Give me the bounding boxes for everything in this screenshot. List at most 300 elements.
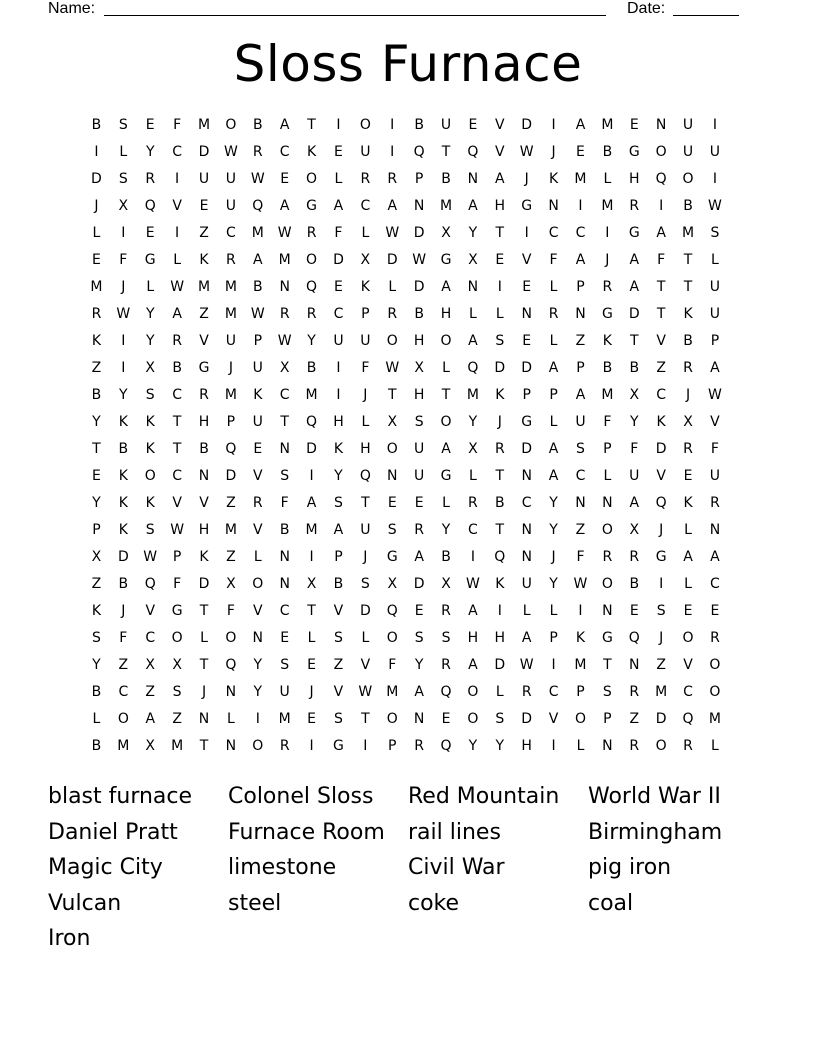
grid-letter[interactable]: E [629, 117, 639, 133]
grid-letter[interactable]: Y [253, 684, 263, 700]
grid-letter[interactable]: I [336, 117, 341, 133]
grid-letter[interactable]: D [628, 306, 640, 322]
grid-letter[interactable]: O [225, 630, 237, 646]
grid-letter[interactable]: N [467, 171, 479, 187]
grid-letter[interactable]: W [223, 144, 238, 160]
grid-letter[interactable]: A [333, 198, 344, 214]
grid-letter[interactable]: B [602, 144, 613, 160]
grid-letter[interactable]: X [226, 576, 236, 592]
grid-letter[interactable]: J [201, 684, 207, 700]
grid-letter[interactable]: R [91, 306, 102, 322]
grid-letter[interactable]: M [251, 225, 264, 241]
grid-letter[interactable]: M [601, 198, 614, 214]
grid-letter[interactable]: C [575, 468, 586, 484]
grid-letter[interactable]: M [224, 279, 237, 295]
grid-letter[interactable]: S [145, 522, 155, 538]
grid-letter[interactable]: I [121, 225, 126, 241]
grid-letter[interactable]: G [306, 198, 317, 214]
grid-letter[interactable]: D [359, 603, 371, 619]
grid-letter[interactable]: B [333, 576, 344, 592]
grid-letter[interactable]: V [333, 603, 344, 619]
grid-letter[interactable]: A [548, 441, 559, 457]
grid-letter[interactable]: F [119, 252, 128, 268]
grid-letter[interactable]: M [278, 711, 291, 727]
grid-letter[interactable]: D [494, 360, 506, 376]
grid-letter[interactable]: K [575, 630, 586, 646]
grid-letter[interactable]: N [279, 576, 290, 592]
grid-letter[interactable]: W [358, 684, 373, 700]
grid-letter[interactable]: M [466, 387, 479, 403]
grid-letter[interactable]: F [226, 603, 235, 619]
grid-letter[interactable]: C [279, 603, 290, 619]
grid-letter[interactable]: D [225, 468, 237, 484]
grid-letter[interactable]: X [468, 441, 478, 457]
grid-letter[interactable]: J [309, 684, 314, 700]
grid-letter[interactable]: S [360, 576, 370, 592]
grid-letter[interactable]: R [279, 738, 290, 754]
grid-letter[interactable]: T [656, 279, 666, 295]
grid-letter[interactable]: I [659, 198, 664, 214]
grid-letter[interactable]: R [252, 495, 263, 511]
grid-letter[interactable]: U [360, 522, 371, 538]
grid-letter[interactable]: W [143, 549, 158, 565]
grid-letter[interactable]: A [253, 252, 263, 268]
grid-letter[interactable]: M [90, 279, 103, 295]
grid-letter[interactable]: O [386, 630, 398, 646]
grid-letter[interactable]: O [225, 117, 237, 133]
grid-letter[interactable]: T [603, 657, 612, 673]
grid-letter[interactable]: T [683, 252, 693, 268]
grid-letter[interactable]: L [495, 684, 504, 700]
grid-letter[interactable]: F [280, 495, 289, 511]
grid-letter[interactable]: I [390, 144, 395, 160]
grid-letter[interactable]: B [118, 441, 129, 457]
grid-letter[interactable]: R [252, 144, 263, 160]
grid-letter[interactable]: B [441, 549, 451, 565]
grid-letter[interactable]: J [551, 549, 556, 565]
grid-letter[interactable]: W [250, 171, 265, 187]
grid-letter[interactable]: T [683, 279, 693, 295]
grid-letter[interactable]: N [602, 603, 613, 619]
grid-letter[interactable]: X [360, 252, 371, 268]
grid-letter[interactable]: V [656, 333, 666, 349]
grid-letter[interactable]: J [659, 630, 664, 646]
grid-letter[interactable]: W [385, 225, 400, 241]
grid-letter[interactable]: A [629, 252, 640, 268]
grid-letter[interactable]: N [521, 549, 532, 565]
grid-letter[interactable]: H [440, 306, 452, 322]
grid-letter[interactable]: O [440, 333, 452, 349]
grid-letter[interactable]: X [145, 360, 156, 376]
grid-letter[interactable]: T [361, 711, 370, 727]
grid-letter[interactable]: T [495, 225, 505, 241]
grid-letter[interactable]: B [199, 441, 209, 457]
grid-letter[interactable]: L [603, 468, 612, 484]
grid-letter[interactable]: Q [144, 198, 156, 214]
grid-letter[interactable]: L [442, 360, 450, 376]
grid-letter[interactable]: J [363, 387, 368, 403]
grid-letter[interactable]: A [306, 495, 317, 511]
grid-letter[interactable]: J [551, 144, 556, 160]
grid-letter[interactable]: S [495, 711, 505, 727]
grid-letter[interactable]: G [628, 144, 640, 160]
grid-letter[interactable]: N [575, 306, 586, 322]
grid-letter[interactable]: O [709, 684, 721, 700]
grid-letter[interactable]: W [277, 333, 292, 349]
grid-letter[interactable]: N [413, 711, 425, 727]
grid-letter[interactable]: K [199, 252, 209, 268]
grid-letter[interactable]: Y [468, 738, 478, 754]
grid-letter[interactable]: E [441, 711, 451, 727]
grid-letter[interactable]: S [387, 522, 397, 538]
grid-letter[interactable]: N [225, 684, 237, 700]
grid-letter[interactable]: C [118, 684, 129, 700]
grid-letter[interactable]: Y [441, 522, 451, 538]
grid-letter[interactable]: P [576, 279, 585, 295]
grid-letter[interactable]: I [309, 549, 314, 565]
grid-letter[interactable]: S [334, 711, 343, 727]
grid-letter[interactable]: O [574, 711, 586, 727]
grid-letter[interactable]: N [198, 711, 210, 727]
grid-letter[interactable]: Y [92, 657, 101, 673]
grid-letter[interactable]: W [573, 576, 588, 592]
grid-letter[interactable]: K [495, 387, 505, 403]
grid-letter[interactable]: K [253, 387, 263, 403]
grid-letter[interactable]: V [253, 468, 263, 484]
grid-letter[interactable]: B [91, 684, 102, 700]
grid-letter[interactable]: Z [172, 711, 182, 727]
grid-letter[interactable]: Y [468, 414, 478, 430]
grid-letter[interactable]: E [334, 144, 343, 160]
grid-letter[interactable]: E [710, 603, 720, 619]
grid-letter[interactable]: J [363, 549, 368, 565]
grid-letter[interactable]: Y [495, 738, 505, 754]
grid-letter[interactable]: X [306, 576, 317, 592]
grid-letter[interactable]: W [519, 144, 534, 160]
grid-letter[interactable]: M [681, 225, 695, 241]
grid-letter[interactable]: L [119, 144, 128, 160]
grid-letter[interactable]: W [412, 252, 427, 268]
grid-letter[interactable]: H [413, 387, 425, 403]
grid-letter[interactable]: L [253, 549, 262, 565]
grid-letter[interactable]: U [709, 144, 721, 160]
grid-letter[interactable]: E [629, 603, 639, 619]
grid-letter[interactable]: H [198, 414, 210, 430]
grid-letter[interactable]: X [414, 360, 424, 376]
grid-letter[interactable]: A [710, 549, 720, 565]
grid-letter[interactable]: H [521, 738, 532, 754]
grid-letter[interactable]: R [710, 630, 720, 646]
grid-letter[interactable]: L [495, 306, 504, 322]
grid-letter[interactable]: R [629, 684, 640, 700]
grid-letter[interactable]: F [710, 441, 719, 457]
grid-letter[interactable]: J [659, 522, 664, 538]
grid-letter[interactable]: R [602, 549, 613, 565]
grid-letter[interactable]: X [683, 414, 693, 430]
grid-letter[interactable]: E [307, 711, 316, 727]
grid-letter[interactable]: P [226, 414, 236, 430]
grid-letter[interactable]: Z [91, 360, 102, 376]
grid-letter[interactable]: C [468, 522, 478, 538]
grid-letter[interactable]: C [172, 387, 182, 403]
grid-letter[interactable]: E [92, 252, 101, 268]
grid-letter[interactable]: E [522, 333, 532, 349]
grid-letter[interactable]: E [387, 495, 397, 511]
grid-letter[interactable]: C [279, 387, 290, 403]
grid-letter[interactable]: R [521, 684, 532, 700]
grid-letter[interactable]: P [92, 522, 101, 538]
grid-letter[interactable]: R [441, 603, 451, 619]
grid-letter[interactable]: H [628, 171, 640, 187]
grid-letter[interactable]: Y [414, 657, 424, 673]
grid-letter[interactable]: V [172, 198, 182, 214]
grid-letter[interactable]: A [279, 117, 290, 133]
grid-letter[interactable]: I [175, 225, 180, 241]
grid-letter[interactable]: O [682, 171, 694, 187]
grid-letter[interactable]: F [576, 549, 585, 565]
grid-letter[interactable]: J [524, 171, 529, 187]
grid-letter[interactable]: Q [628, 630, 640, 646]
grid-letter[interactable]: U [682, 144, 694, 160]
grid-letter[interactable]: P [361, 306, 370, 322]
grid-letter[interactable]: R [172, 333, 182, 349]
grid-letter[interactable]: T [656, 306, 666, 322]
grid-letter[interactable]: Q [494, 549, 506, 565]
grid-letter[interactable]: P [603, 711, 612, 727]
grid-letter[interactable]: C [710, 576, 720, 592]
grid-letter[interactable]: O [144, 468, 156, 484]
grid-letter[interactable]: E [683, 603, 693, 619]
grid-letter[interactable]: K [145, 495, 155, 511]
grid-letter[interactable]: D [413, 279, 425, 295]
grid-letter[interactable]: S [414, 630, 424, 646]
grid-letter[interactable]: X [279, 360, 290, 376]
grid-letter[interactable]: E [145, 225, 155, 241]
grid-letter[interactable]: I [578, 603, 583, 619]
grid-letter[interactable]: W [708, 387, 722, 403]
grid-letter[interactable]: D [494, 657, 506, 673]
grid-letter[interactable]: T [307, 117, 316, 133]
grid-letter[interactable]: A [468, 198, 478, 214]
grid-letter[interactable]: B [118, 576, 129, 592]
grid-letter[interactable]: K [360, 279, 370, 295]
grid-letter[interactable]: B [629, 576, 640, 592]
grid-letter[interactable]: R [387, 171, 398, 187]
grid-letter[interactable]: F [630, 441, 639, 457]
grid-letter[interactable]: O [386, 441, 398, 457]
grid-letter[interactable]: F [173, 576, 182, 592]
grid-letter[interactable]: J [685, 387, 691, 403]
grid-letter[interactable]: R [468, 495, 478, 511]
grid-letter[interactable]: N [387, 468, 398, 484]
grid-letter[interactable]: N [198, 468, 210, 484]
grid-letter[interactable]: Y [549, 495, 558, 511]
grid-letter[interactable]: E [92, 468, 101, 484]
grid-letter[interactable]: S [334, 495, 343, 511]
grid-letter[interactable]: Z [145, 684, 156, 700]
grid-letter[interactable]: W [465, 576, 480, 592]
grid-letter[interactable]: N [279, 549, 290, 565]
grid-letter[interactable]: S [118, 117, 128, 133]
grid-letter[interactable]: I [255, 711, 260, 727]
grid-letter[interactable]: U [440, 117, 452, 133]
grid-letter[interactable]: A [441, 441, 451, 457]
grid-letter[interactable]: T [441, 387, 451, 403]
grid-letter[interactable]: B [683, 198, 693, 214]
grid-letter[interactable]: T [307, 603, 316, 619]
grid-letter[interactable]: F [603, 414, 612, 430]
grid-letter[interactable]: R [710, 495, 720, 511]
grid-letter[interactable]: G [655, 549, 667, 565]
grid-letter[interactable]: L [361, 630, 370, 646]
grid-letter[interactable]: G [601, 630, 613, 646]
grid-letter[interactable]: Q [682, 711, 694, 727]
grid-letter[interactable]: O [117, 711, 129, 727]
grid-letter[interactable]: N [521, 468, 532, 484]
grid-letter[interactable]: N [521, 306, 532, 322]
grid-letter[interactable]: T [199, 657, 209, 673]
grid-letter[interactable]: C [172, 144, 182, 160]
grid-letter[interactable]: P [253, 333, 263, 349]
grid-letter[interactable]: O [709, 657, 721, 673]
grid-letter[interactable]: L [549, 414, 558, 430]
grid-letter[interactable]: A [279, 198, 290, 214]
grid-letter[interactable]: Y [145, 306, 155, 322]
grid-letter[interactable]: X [145, 738, 156, 754]
grid-letter[interactable]: B [414, 117, 424, 133]
grid-letter[interactable]: K [683, 306, 693, 322]
grid-letter[interactable]: V [360, 657, 371, 673]
grid-letter[interactable]: Y [549, 576, 558, 592]
grid-letter[interactable]: Y [119, 387, 128, 403]
grid-letter[interactable]: P [388, 738, 397, 754]
grid-letter[interactable]: S [145, 387, 155, 403]
grid-letter[interactable]: Z [656, 657, 666, 673]
grid-letter[interactable]: U [225, 171, 237, 187]
grid-letter[interactable]: F [173, 117, 182, 133]
grid-letter[interactable]: O [440, 414, 452, 430]
grid-letter[interactable]: X [629, 387, 640, 403]
grid-letter[interactable]: W [277, 225, 292, 241]
grid-letter[interactable]: T [629, 333, 639, 349]
grid-letter[interactable]: A [575, 117, 586, 133]
grid-letter[interactable]: K [333, 441, 344, 457]
grid-letter[interactable]: S [334, 630, 343, 646]
grid-letter[interactable]: W [519, 657, 534, 673]
grid-letter[interactable]: A [468, 603, 478, 619]
grid-letter[interactable]: E [414, 603, 424, 619]
grid-letter[interactable]: N [602, 738, 613, 754]
grid-letter[interactable]: A [521, 630, 532, 646]
grid-letter[interactable]: Y [334, 468, 343, 484]
grid-letter[interactable]: P [549, 630, 558, 646]
grid-letter[interactable]: A [575, 252, 586, 268]
grid-letter[interactable]: E [334, 279, 343, 295]
grid-letter[interactable]: R [279, 306, 290, 322]
grid-letter[interactable]: N [655, 117, 667, 133]
grid-letter[interactable]: B [172, 360, 182, 376]
grid-letter[interactable]: K [145, 441, 155, 457]
grid-letter[interactable]: M [601, 387, 614, 403]
grid-letter[interactable]: L [146, 279, 155, 295]
grid-letter[interactable]: N [279, 279, 290, 295]
grid-letter[interactable]: V [253, 603, 263, 619]
grid-letter[interactable]: C [172, 468, 182, 484]
grid-letter[interactable]: R [494, 441, 505, 457]
grid-letter[interactable]: Q [225, 657, 237, 673]
grid-letter[interactable]: T [172, 414, 182, 430]
grid-letter[interactable]: H [494, 198, 506, 214]
grid-letter[interactable]: P [414, 171, 424, 187]
grid-letter[interactable]: D [413, 225, 425, 241]
grid-letter[interactable]: E [199, 198, 209, 214]
grid-letter[interactable]: Q [306, 414, 318, 430]
grid-letter[interactable]: Y [145, 144, 155, 160]
grid-letter[interactable]: D [117, 549, 129, 565]
grid-letter[interactable]: A [575, 387, 586, 403]
grid-letter[interactable]: H [198, 522, 210, 538]
grid-letter[interactable]: G [333, 738, 344, 754]
grid-letter[interactable]: C [548, 225, 559, 241]
grid-letter[interactable]: S [172, 684, 182, 700]
grid-letter[interactable]: V [710, 414, 720, 430]
grid-letter[interactable]: D [521, 711, 533, 727]
grid-letter[interactable]: B [279, 522, 290, 538]
grid-letter[interactable]: U [252, 360, 263, 376]
grid-letter[interactable]: U [709, 279, 721, 295]
grid-letter[interactable]: L [711, 738, 719, 754]
grid-letter[interactable]: B [91, 387, 102, 403]
grid-letter[interactable]: Q [225, 441, 237, 457]
grid-letter[interactable]: L [307, 630, 316, 646]
grid-letter[interactable]: Z [629, 711, 640, 727]
grid-letter[interactable]: R [629, 198, 640, 214]
grid-letter[interactable]: R [683, 738, 693, 754]
grid-letter[interactable]: U [682, 117, 694, 133]
grid-letter[interactable]: C [575, 225, 586, 241]
grid-letter[interactable]: A [468, 657, 478, 673]
grid-letter[interactable]: P [576, 684, 585, 700]
grid-letter[interactable]: N [413, 198, 425, 214]
grid-letter[interactable]: O [386, 333, 398, 349]
grid-letter[interactable]: O [601, 576, 613, 592]
grid-letter[interactable]: M [386, 684, 399, 700]
grid-letter[interactable]: I [605, 225, 610, 241]
grid-letter[interactable]: N [252, 630, 264, 646]
grid-letter[interactable]: B [441, 171, 451, 187]
grid-letter[interactable]: V [495, 117, 505, 133]
grid-letter[interactable]: P [522, 387, 531, 403]
grid-letter[interactable]: L [334, 171, 343, 187]
grid-letter[interactable]: R [360, 171, 371, 187]
grid-letter[interactable]: K [306, 144, 317, 160]
grid-letter[interactable]: I [659, 576, 664, 592]
grid-letter[interactable]: U [709, 306, 721, 322]
grid-letter[interactable]: I [712, 171, 717, 187]
grid-letter[interactable]: W [250, 306, 265, 322]
grid-letter[interactable]: N [709, 522, 721, 538]
grid-letter[interactable]: M [278, 252, 291, 268]
grid-letter[interactable]: O [601, 522, 613, 538]
grid-letter[interactable]: C [145, 630, 156, 646]
grid-letter[interactable]: G [144, 252, 156, 268]
grid-letter[interactable]: O [306, 171, 318, 187]
grid-letter[interactable]: Y [253, 657, 263, 673]
grid-letter[interactable]: O [306, 252, 318, 268]
grid-letter[interactable]: G [440, 252, 452, 268]
grid-letter[interactable]: D [413, 576, 425, 592]
grid-letter[interactable]: T [199, 603, 209, 619]
